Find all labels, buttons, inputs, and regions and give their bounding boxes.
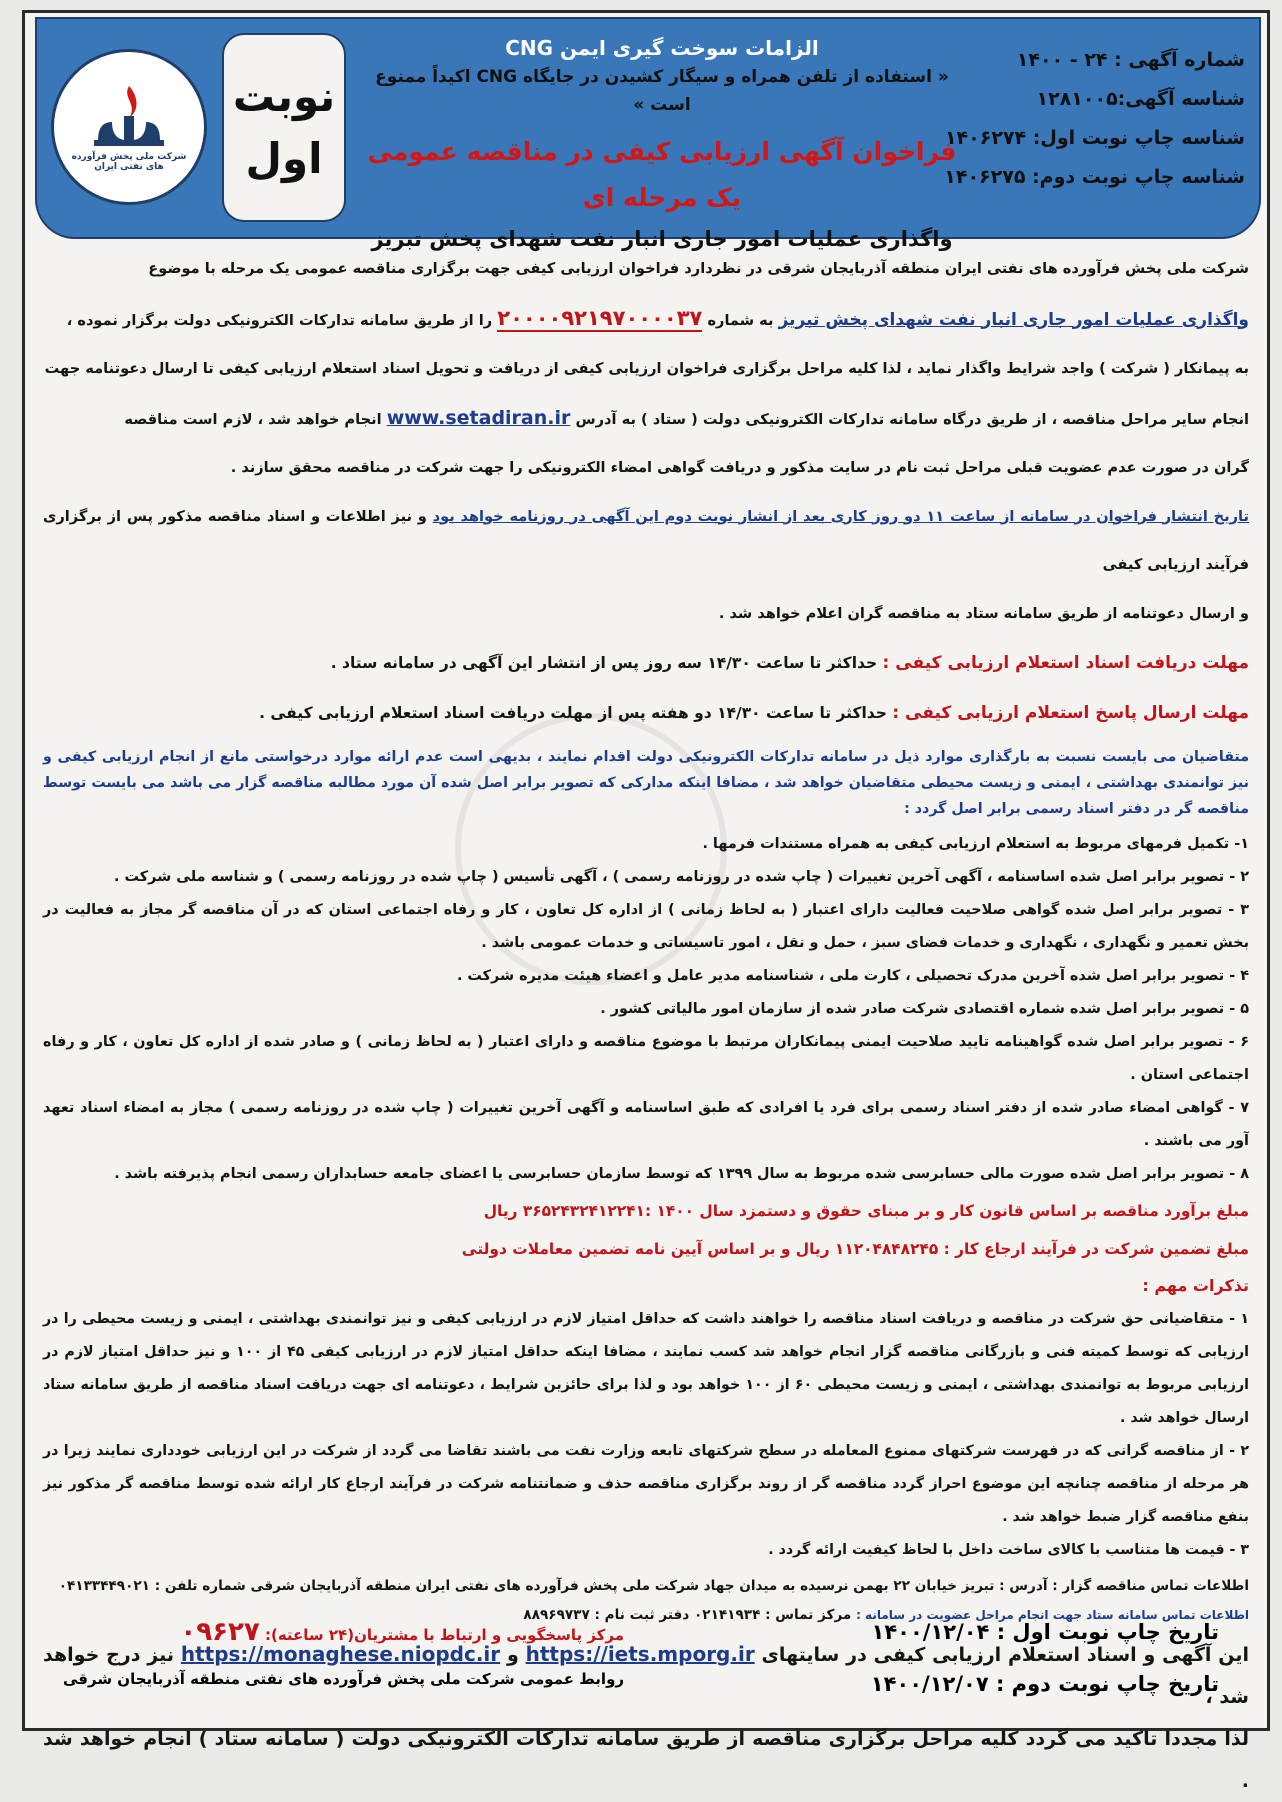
setad-website-link[interactable]: www.setadiran.ir: [386, 406, 571, 429]
notes-title: تذکرات مهم :: [1142, 1276, 1249, 1295]
turn-number-word: اول: [245, 133, 323, 183]
note-item: ۳ - قیمت ها متناسب با کالای ساخت داخل با لحاظ کیفیت ارائه گردد .: [768, 1542, 1249, 1558]
footer: [43, 1588, 1249, 1723]
note-item: ۲ - از مناقصه گرانی که در فهرست شرکتهای ممنوع المعامله در سطح شرکتهای تابعه وزارت نفت می باشند تقاضا می گردد از شرکت در این ارزیابی خودداری نمایند زیرا در هر مرحله از مناقصه چنانچه این موضوع احراز گردد مناقصه گر از روند برگزاری مناقصه حذف و ضمانتنامه شرکت در فرآیند ارجاع کار ارائه شده توسط مناقصه گر مذکور نیز بنفع مناقصه گزار ضبط خواهد شد .: [43, 1443, 1249, 1525]
niopdc-logo: [51, 49, 207, 205]
requirement-item: ۶ - تصویر برابر اصل شده گواهینامه تایید صلاحیت ایمنی پیمانکاران مرتبط با موضوع مناقصه و دارای اعتبار ( به لحاظ زمانی ) و صادر شده از اداره کل تعاون ، کار و رفاه اجتماعی استان .: [43, 1034, 1249, 1083]
public-relations: روابط عمومی شرکت ملی پخش فرآورده های نفتی منطقه آذربایجان شرقی: [63, 1670, 625, 1688]
support-label: مرکز پاسخگویی و ارتباط با مشتریان(۲۴ ساعته):: [264, 1626, 625, 1644]
flame-logo-icon: [84, 82, 174, 152]
footer-contact: [63, 1610, 624, 1701]
contact-setad-numbers: مرکز تماس : ۰۲۱۴۱۹۳۴ دفتر ثبت نام : ۸۸۹۶۹۷۳۷: [523, 1607, 852, 1623]
turn-word: نوبت: [232, 71, 336, 121]
cng-title: الزامات سوخت گیری ایمن CNG: [505, 36, 819, 60]
note-item: ۱ - متقاضیانی حق شرکت در مناقصه و دریافت اسناد مناقصه را خواهند داشت که حداقل امتیاز لازم در ارزیابی کیفی و نیز توانمندی بهداشتی ، ایمنی و زیست محیطی را در ارزیابی که توسط کمیته فنی و بازرگانی مناقصه گزار انجام خواهد شد کسب نمایند ، مضافا اینکه حداقل امتیاز لازم در ارزیابی کیفی ۴۵ از ۱۰۰ و نیز حداقل امتیاز لازم در ارزیابی مربوط به توانمندی بهداشتی ، ایمنی و زیست محیطی ۶۰ از ۱۰۰ خواهد بود و لذا برای حائزین شرایط ، دعوتنامه ای جهت دریافت اسناد مناقصه از طریق سامانه ستاد ارسال خواهد شد .: [43, 1311, 1249, 1426]
closing-text-1b: نیز درج خواهد شد ،: [43, 1644, 1249, 1708]
tender-subject: واگذاری عملیات امور جاری انبار نفت شهدای پخش تبریز: [778, 309, 1249, 330]
requirement-item: ۴ - تصویر برابر اصل شده آخرین مدرک تحصیلی ، کارت ملی ، شناسنامه مدیر عامل و اعضاء هیئت مدیره شرکت .: [456, 968, 1249, 984]
ad-identifiers: [944, 41, 1245, 211]
monaghese-link[interactable]: https://monaghese.niopdc.ir: [180, 1642, 501, 1666]
requirement-item: ۷ - گواهی امضاء صادر شده از دفتر اسناد رسمی برای فرد یا افرادی که طبق اساسنامه و آگهی آخرین تغییرات ( چاپ شده در روزنامه رسمی ) مجاز به امضاء اسناد تعهد آور می باشند .: [43, 1100, 1249, 1149]
ad-id: شناسه آگهی:۱۲۸۱۰۰۵: [1036, 88, 1245, 110]
intro-text-4a: انجام سایر مراحل مناقصه ، از طریق درگاه سامانه تدارکات الکترونیکی دولت ( ستاد ) به آدرس: [575, 410, 1249, 428]
intro-paragraph-1: شرکت ملی پخش فرآورده های نفتی ایران منطقه آذربایجان شرقی در نظردارد فراخوان ارزیابی کیفی جهت برگزاری مناقصه عمومی یک مرحله با موضوع: [148, 260, 1249, 277]
requirement-item: ۲ - تصویر برابر اصل شده اساسنامه ، آگهی آخرین تغییرات ( چاپ شده در روزنامه رسمی ) ، آگهی تأسیس ( چاپ شده در روزنامه رسمی ) و شناسه ملی شرکت .: [114, 869, 1249, 885]
print-date-first: تاریخ چاپ نوبت اول : ۱۴۰۰/۱۲/۰۴: [871, 1620, 1219, 1644]
print-date-second: تاریخ چاپ نوبت دوم : ۱۴۰۰/۱۲/۰۷: [870, 1672, 1219, 1696]
contact-setad-label: اطلاعات تماس سامانه ستاد جهت انجام مراحل عضویت در سامانه :: [856, 1608, 1249, 1622]
requirement-item: ۵ - تصویر برابر اصل شده شماره اقتصادی شرکت صادر شده از سازمان امور مالیاتی کشور .: [600, 1001, 1249, 1017]
deadline-send-label: مهلت ارسال پاسخ استعلام ارزیابی کیفی :: [892, 703, 1249, 723]
deadline-receive-text: حداکثر تا ساعت ۱۴/۳۰ سه روز پس از انتشار این آگهی در سامانه ستاد .: [330, 654, 878, 672]
page-title: فراخوان آگهی ارزیابی کیفی در مناقصه عمومی یک مرحله ای: [367, 137, 957, 212]
header-center: [357, 33, 967, 251]
logo-text: شرکت ملی پخش فرآورده های نفتی ایران: [71, 152, 187, 172]
print-dates: [871, 1606, 1219, 1710]
intro-paragraph-2: [43, 294, 1249, 346]
guarantee-amount: مبلغ تضمین شرکت در فرآیند ارجاع کار : ۱۱۲۰۴۸۴۸۲۴۵ ریال و بر اساس آیین نامه تضمین معاملات دولتی: [461, 1240, 1249, 1258]
tender-number-label: به شماره: [707, 311, 774, 329]
intro-paragraph-6: [43, 493, 1249, 590]
cng-rule: « استفاده از تلفن همراه و سیگار کشیدن در جایگاه CNG اکیداً ممنوع است »: [375, 67, 949, 115]
requirement-item: ۱- تکمیل فرمهای مربوط به استعلام ارزیابی کیفی به همراه مستندات فرمها .: [702, 836, 1249, 852]
advertisement-page: [22, 10, 1270, 1792]
deadline-receive-label: مهلت دریافت اسناد استعلام ارزیابی کیفی :: [882, 653, 1249, 673]
contact-address: اطلاعات تماس مناقصه گزار : آدرس : تبریز خیابان ۲۲ بهمن نرسیده به میدان جهاد شرکت ملی پخش فرآورده های نفتی ایران منطقه آذربایجان شرقی شماره تلفن : ۰۴۱۳۳۴۴۹۰۲۱: [58, 1578, 1249, 1594]
requirement-item: ۸ - تصویر برابر اصل شده صورت مالی حسابرسی شده مربوط به سال ۱۳۹۹ که توسط سازمان حسابرسی یا اعضای جامعه حسابداران رسمی انجام پذیرفته باشد .: [114, 1166, 1249, 1182]
intro-text-6b: و نیز اطلاعات و اسناد مناقصه مذکور پس از برگزاری فرآیند ارزیابی کیفی: [43, 507, 1249, 573]
publish-date-note: تاریخ انتشار فراخوان در سامانه از ساعت ۱۱ دو روز کاری بعد از انشار نوبت دوم این آگهی در روزنامه خواهد بود: [432, 507, 1249, 525]
header-banner: [35, 17, 1261, 251]
support-line: [63, 1610, 624, 1657]
page-subtitle: واگذاری عملیات امور جاری انبار نفت شهدای پخش تبریز: [371, 227, 953, 251]
intro-paragraph-4: [43, 394, 1249, 445]
intro-text-4b: انجام خواهد شد ، لازم است مناقصه: [124, 410, 382, 428]
support-phone: ۰۹۶۲۷: [180, 1617, 260, 1647]
deadline-send-text: حداکثر تا ساعت ۱۴/۳۰ دو هفته پس از مهلت دریافت اسناد استعلام ارزیابی کیفی .: [259, 704, 887, 722]
ad-body: [43, 245, 1249, 1802]
ad-number: شماره آگهی : ۲۴ - ۱۴۰۰: [1016, 49, 1245, 71]
print-id-second: شناسه چاپ نوبت دوم: ۱۴۰۶۲۷۵: [944, 166, 1245, 188]
closing-emphasis: لذا مجددا تاکید می گردد کلیه مراحل برگزاری مناقصه از طریق سامانه تدارکات الکترونیکی دولت ( سامانه ستاد ) انجام خواهد شد .: [43, 1728, 1249, 1792]
turn-box: [222, 33, 346, 222]
print-id-first: شناسه چاپ نوبت اول: ۱۴۰۶۲۷۴: [944, 127, 1245, 149]
estimate-amount: مبلغ برآورد مناقصه بر اساس قانون کار و بر مبنای حقوق و دستمزد سال ۱۴۰۰ :۳۶۵۲۴۳۲۴۱۲۲۴۱ ریال: [483, 1202, 1249, 1220]
closing-text-1a: این آگهی و اسناد استعلام ارزیابی کیفی در سایتهای: [761, 1644, 1250, 1666]
intro-paragraph-3: به پیمانکار ( شرکت ) واجد شرایط واگذار نماید ، لذا کلیه مراحل برگزاری فراخوان ارزیابی کیفی از دریافت و تحویل اسناد استعلام ارزیابی کیفی تا ارسال دعوتنامه جهت: [44, 360, 1249, 377]
intro-text-2b: را از طریق سامانه تدارکات الکترونیکی دولت برگزار نموده ،: [66, 311, 493, 329]
deadline-receive: [43, 638, 1249, 688]
intro-paragraph-5: گران در صورت عدم عضویت قبلی مراحل ثبت نام در سایت مذکور و دریافت گواهی امضاء الکترونیکی را جهت شرکت در مناقصه محقق سازند .: [230, 459, 1249, 476]
intro-paragraph-7: و ارسال دعوتنامه از طریق سامانه ستاد به مناقصه گران اعلام خواهد شد .: [718, 604, 1249, 622]
deadline-send: [43, 688, 1249, 738]
iets-link[interactable]: https://iets.mporg.ir: [525, 1642, 755, 1666]
requirements-intro: متقاضیان می بایست نسبت به بارگذاری موارد ذیل در سامانه تدارکات الکترونیکی دولت اقدام نمایند ، بدیهی است عدم ارائه موارد درخواستی مانع از انجام ارزیابی کیفی و نیز توانمندی بهداشتی ، ایمنی و زیست محیطی متقاضیان خواهد شد ، مضافا اینکه مدارکی که تصویر برابر اصل شده آن مورد مطالبه مناقصه گزار می باشد می بایست توسط مناقصه گر در دفتر اسناد رسمی برابر اصل گردد :: [43, 749, 1249, 817]
requirement-item: ۳ - تصویر برابر اصل شده گواهی صلاحیت فعالیت دارای اعتبار ( به لحاظ زمانی ) از اداره کل تعاون ، کار و رفاه اجتماعی استان که در آن مناقصه گر مجاز به فعالیت در بخش تعمیر و نگهداری ، نگهداری و خدمات فضای سبز ، حمل و نقل ، امور تاسیساتی و خدمات عمومی باشد .: [43, 902, 1249, 951]
closing-and: و: [506, 1644, 519, 1666]
tender-number: ۲۰۰۰۰۹۲۱۹۷۰۰۰۰۳۷: [497, 305, 703, 330]
